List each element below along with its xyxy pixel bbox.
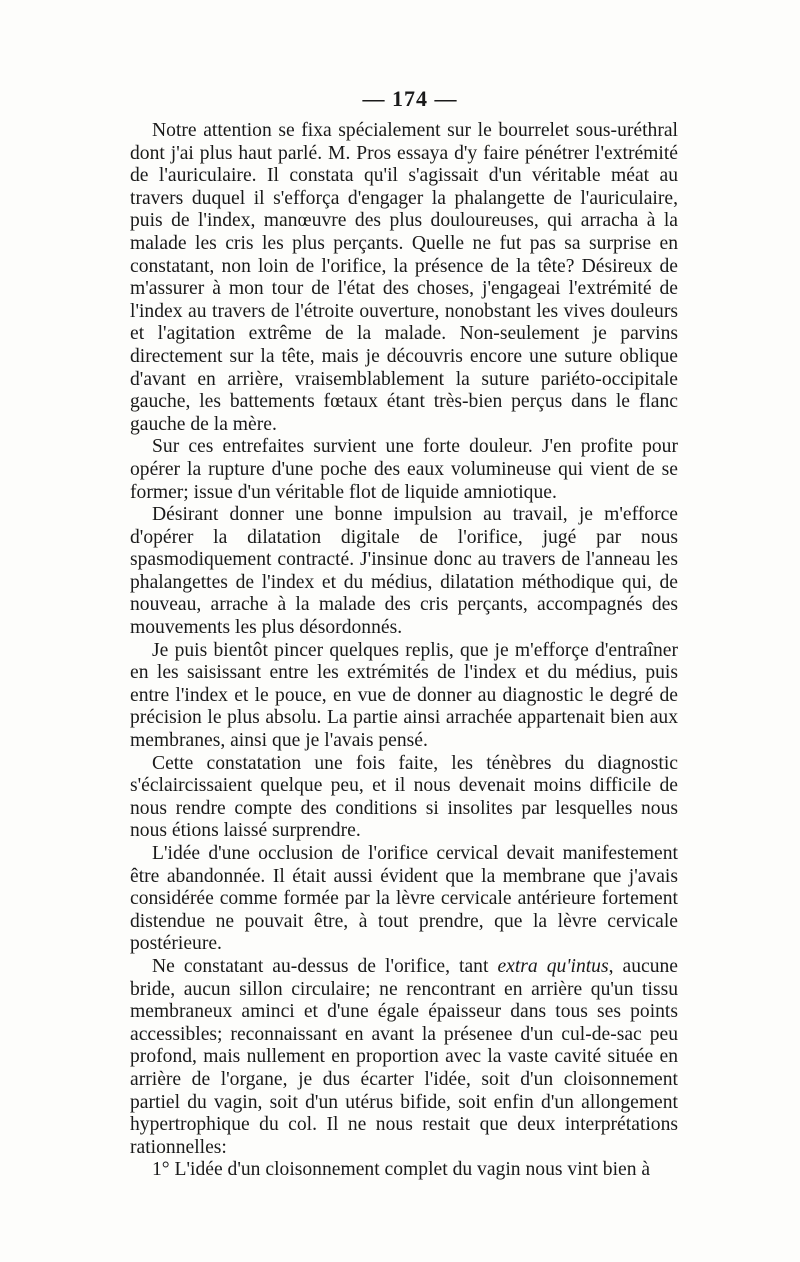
body-text [130,120,678,1182]
page-number: — 174 — [362,86,458,111]
paragraph-7-italic: extra qu'intus [497,955,609,977]
paragraph-5: Cette constatation une fois faite, les ténèbres du diagnostic s'éclaircissaient quelque peu, et il nous devenait moins difficile de nous rendre compte des conditions si insolites par lesquelles nous nous étions laissé surprendre. [130,752,678,842]
paragraph-7-end: , aucune bride, aucun sillon circulaire; ne rencontrant en arrière qu'un tissu membraneux aminci et d'une égale épaisseur dans tous ses points accessibles; reconnaissant en avant la présenee d'un cul-de-sac peu profond, mais nullement en proportion avec la vaste cavité située en arrière de l'organe, je dus écarter l'idée, soit d'un cloisonnement partiel du vagin, soit d'un utérus bifide, soit enfin d'un allongement hypertrophique du col. Il ne nous restait que deux interprétations rationnelles: [130,955,679,1158]
paragraph-6: L'idée d'une occlusion de l'orifice cervical devait manifestement être abandonnée. Il était aussi évident que la membrane que j'avais considérée comme formée par la lèvre cervicale antérieure fortement distendue ne pouvait être, à tout prendre, que la lèvre cervicale postérieure. [130,843,678,955]
paragraph-1: Notre attention se fixa spécialement sur le bourrelet sous-uréthral dont j'ai plus haut parlé. M. Pros essaya d'y faire pénétrer l'extrémité de l'auriculaire. Il constata qu'il s'agissait d'un véritable méat au travers duquel il s'efforça d'engager la phalangette de l'auriculaire, puis de l'index, manœuvre des plus douloureuses, qui arracha à la malade les cris les plus perçants. Quelle ne fut pas sa surprise en constatant, non loin de l'orifice, la présence de la tête? Désireux de m'assurer à mon tour de l'état des choses, j'engageai l'extrémité de l'index au travers de l'étroite ouverture, nonobstant les vives douleurs et l'agitation extrême de la malade. Non-seulement je parvins directement sur la tête, mais je découvris encore une suture oblique d'avant en arrière, vraisemblablement la suture pariéto-occipitale gauche, les battements fœtaux étant très-bien perçus dans le flanc gauche de la mère. [130,120,678,435]
paragraph-8: 1° L'idée d'un cloisonnement complet du vagin nous vint bien à [152,1159,651,1181]
paragraph-7-start: Ne constatant au-dessus de l'orifice, tant [152,955,498,977]
paragraph-2: Sur ces entrefaites survient une forte douleur. J'en profite pour opérer la rupture d'une poche des eaux volumineuse qui vient de se former; issue d'un véritable flot de liquide amniotique. [130,436,678,503]
paragraph-7 [130,956,678,1159]
paragraph-4: Je puis bientôt pincer quelques replis, que je m'efforçe d'entraîner en les saisissant entre les extrémités de l'index et du médius, puis entre l'index et le pouce, en vue de donner au diagnostic le degré de précision le plus absolu. La partie ainsi arrachée appartenait bien aux membranes, ainsi que je l'avais pensé. [130,639,678,752]
paragraph-3: Désirant donner une bonne impulsion au travail, je m'efforce d'opérer la dilatation digitale de l'orifice, jugé par nous spasmodiquement contracté. J'insinue donc au travers de l'anneau les phalangettes de l'index et du médius, dilatation méthodique qui, de nouveau, arrache à la malade des cris perçants, accompagnés des mouvements les plus désordonnés. [130,504,678,639]
